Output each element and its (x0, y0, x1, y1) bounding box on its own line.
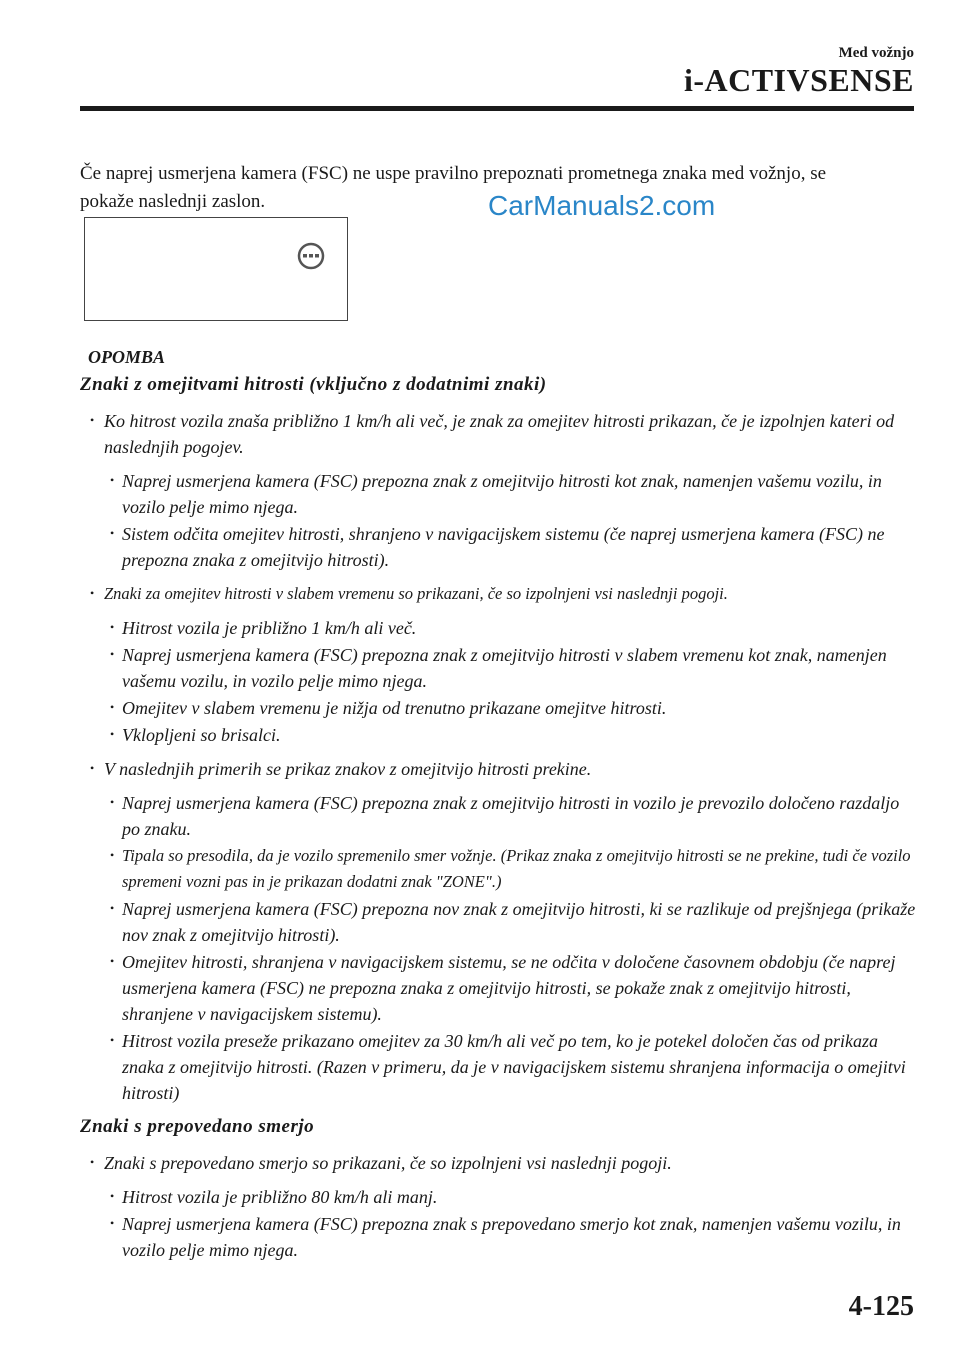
header-rule (80, 106, 914, 111)
dashed-circle-icon (297, 242, 325, 270)
page-number: 4-125 (848, 1291, 914, 1322)
sub-bullet-item: • Hitrost vozila je približno 80 km/h ali manj. (80, 1184, 920, 1210)
sub-bullet-item: • Naprej usmerjena kamera (FSC) prepozna znak z omejitvijo hitrosti v slabem vremenu kot znak, namenjen vašemu vozilu, in vozilo pelje mimo njega. (80, 642, 920, 694)
bullet-item: • V naslednjih primerih se prikaz znakov z omejitvijo hitrosti prekine. (80, 756, 920, 782)
bullet-group (80, 581, 920, 748)
sub-bullet-item: • Vklopljeni so brisalci. (80, 722, 920, 748)
bullet-item: • Ko hitrost vozila znaša približno 1 km/h ali več, je znak za omejitev hitrosti prikazan, če je izpolnjen kateri od naslednjih pogojev. (80, 408, 920, 460)
header-chapter: i-ACTIVSENSE (683, 62, 914, 98)
intro-paragraph: Če naprej usmerjena kamera (FSC) ne uspe pravilno prepoznati prometnega znaka med vožnjo, se pokaže naslednji zaslon. (80, 163, 827, 212)
bullet-group (80, 408, 920, 573)
sub-bullet-item: • Hitrost vozila preseže prikazano omejitev za 30 km/h ali več po tem, ko je potekel določen čas od prikaza znaka z omejitvijo hitrosti. (Razen v primeru, da je v navigacijskem sistemu shranjena informacija o omejitvi hitrosti) (80, 1028, 920, 1106)
watermark: CarManuals2.com (488, 190, 716, 221)
bullet-item: • Znaki s prepovedano smerjo so prikazani, če so izpolnjeni vsi naslednji pogoji. (80, 1150, 920, 1176)
note-block (80, 346, 920, 1271)
sub-bullet-item: • Naprej usmerjena kamera (FSC) prepozna znak z omejitvijo hitrosti in vozilo je prevozilo določeno razdaljo po znaku. (80, 790, 920, 842)
sub-bullet-item: • Omejitev v slabem vremenu je nižja od trenutno prikazane omejitve hitrosti. (80, 695, 920, 721)
bullet-group (80, 756, 920, 1106)
sub-bullet-item: • Naprej usmerjena kamera (FSC) prepozna znak z omejitvijo hitrosti kot znak, namenjen vašemu vozilu, in vozilo pelje mimo njega. (80, 468, 920, 520)
header-section: Med vožnjo (838, 45, 914, 61)
sub-bullet-item: • Omejitev hitrosti, shranjena v navigacijskem sistemu, se ne odčita v določene časovnem obdobju (če naprej usmerjena kamera (FSC) ne prepozna znaka z omejitvijo hitrosti, se pokaže znak z omejitvijo hitrosti, shranjene v navigacijskem sistemu). (80, 949, 920, 1027)
sub-bullet-item: • Tipala so presodila, da je vozilo spremenilo smer vožnje. (Prikaz znaka z omejitvijo hitrosti se ne prekine, tudi če vozilo spremeni vozni pas in je prikazan dodatni znak "ZONE".) (80, 843, 920, 895)
note-title: OPOMBA (88, 347, 166, 367)
sub-bullet-item: • Naprej usmerjena kamera (FSC) prepozna znak s prepovedano smerjo kot znak, namenjen vašemu vozilu, in vozilo pelje mimo njega. (80, 1211, 920, 1263)
sub-bullet-item: • Naprej usmerjena kamera (FSC) prepozna nov znak z omejitvijo hitrosti, ki se razlikuje od prejšnjega (prikaže nov znak z omejitvijo hitrosti). (80, 896, 920, 948)
bullet-group (80, 1150, 920, 1263)
speed-limit-heading: Znaki z omejitvami hitrosti (vključno z dodatnimi znaki) (80, 374, 547, 395)
sub-bullet-item: • Sistem odčita omejitev hitrosti, shranjeno v navigacijskem sistemu (če naprej usmerjena kamera (FSC) ne prepozna znaka z omejitvijo hitrosti). (80, 521, 920, 573)
display-figure (84, 217, 348, 321)
sub-bullet-item: • Hitrost vozila je približno 1 km/h ali več. (80, 615, 920, 641)
bullet-item: • Znaki za omejitev hitrosti v slabem vremenu so prikazani, če so izpolnjeni vsi naslednji pogoji. (80, 581, 920, 607)
prohibited-direction-heading: Znaki s prepovedano smerjo (80, 1116, 315, 1137)
